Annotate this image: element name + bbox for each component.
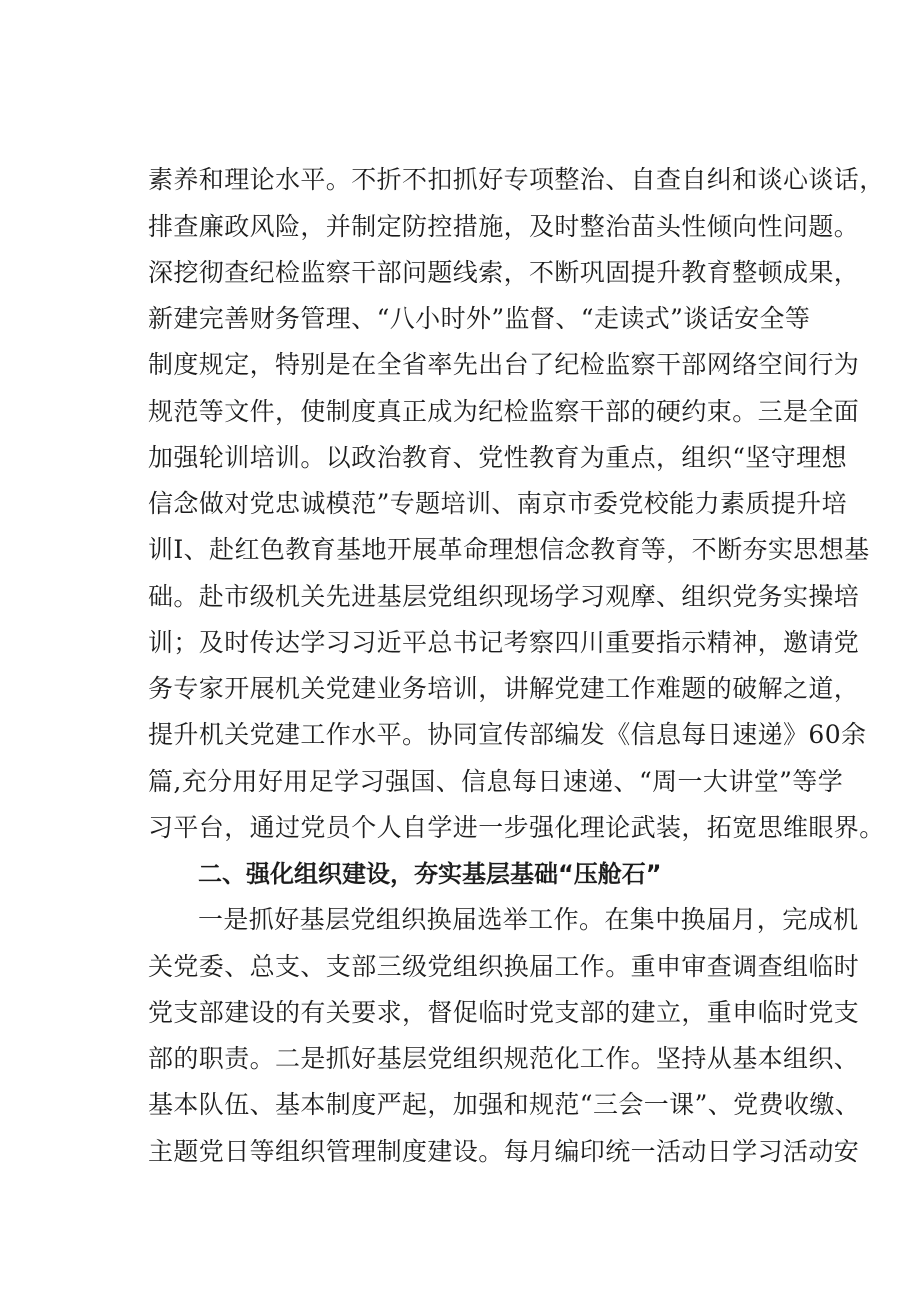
body-text-line: 部的职责。二是抓好基层党组织规范化工作。坚持从基本组织、 (148, 1044, 860, 1073)
body-text-line: 训I、赴红色教育基地开展革命理想信念教育等，不断夯实思想基 (148, 535, 870, 564)
body-text-line: 基本队伍、基本制度严起，加强和规范“三会一课”、党费收缴、 (148, 1090, 861, 1119)
body-text-line: 新建完善财务管理、“八小时外”监督、“走读式”谈话安全等 (148, 304, 811, 333)
body-text-line: 习平台，通过党员个人自学进一步强化理论武装，拓宽思维眼界。 (148, 813, 885, 842)
body-text-line: 党支部建设的有关要求，督促临时党支部的建立，重申临时党支 (148, 998, 860, 1027)
body-text-line: 务专家开展机关党建业务培训，讲解党建工作难题的破解之道， (148, 674, 860, 703)
body-text-line: 信念做对党忠诚模范”专题培训、南京市委党校能力素质提升培 (148, 489, 847, 518)
body-text-line: 一是抓好基层党组织换届选举工作。在集中换届月，完成机 (198, 905, 859, 934)
body-text-line: 制度规定，特别是在全省率先出台了纪检监察干部网络空间行为 (148, 350, 860, 379)
body-text-line: 关党委、总支、支部三级党组织换届工作。重申审查调查组临时 (148, 952, 860, 981)
body-text-line: 加强轮训培训。以政治教育、党性教育为重点，组织“坚守理想 (148, 443, 847, 472)
body-text-line: 篇,充分用好用足学习强国、信息每日速递、“周一大讲堂”等学 (148, 767, 844, 796)
body-text-line: 主题党日等组织管理制度建设。每月编印统一活动日学习活动安 (148, 1137, 860, 1166)
body-text-line: 规范等文件，使制度真正成为纪检监察干部的硬约束。三是全面 (148, 397, 860, 426)
body-text-line: 深挖彻查纪检监察干部问题线索，不断巩固提升教育整顿成果， (148, 258, 860, 287)
section-heading: 二、强化组织建设，夯实基层基础“压舱石” (198, 860, 662, 888)
body-text-line: 提升机关党建工作水平。协同宣传部编发《信息每日速递》60余 (148, 720, 867, 749)
body-text-line: 排查廉政风险，并制定防控措施，及时整治苗头性倾向性问题。 (148, 212, 860, 241)
body-text-line: 素养和理论水平。不折不扣抓好专项整治、自查自纠和谈心谈话， (148, 165, 885, 194)
body-text-line: 训；及时传达学习习近平总书记考察四川重要指示精神，邀请党 (148, 628, 860, 657)
body-text-line: 础。赴市级机关先进基层党组织现场学习观摩、组织党务实操培 (148, 582, 860, 611)
